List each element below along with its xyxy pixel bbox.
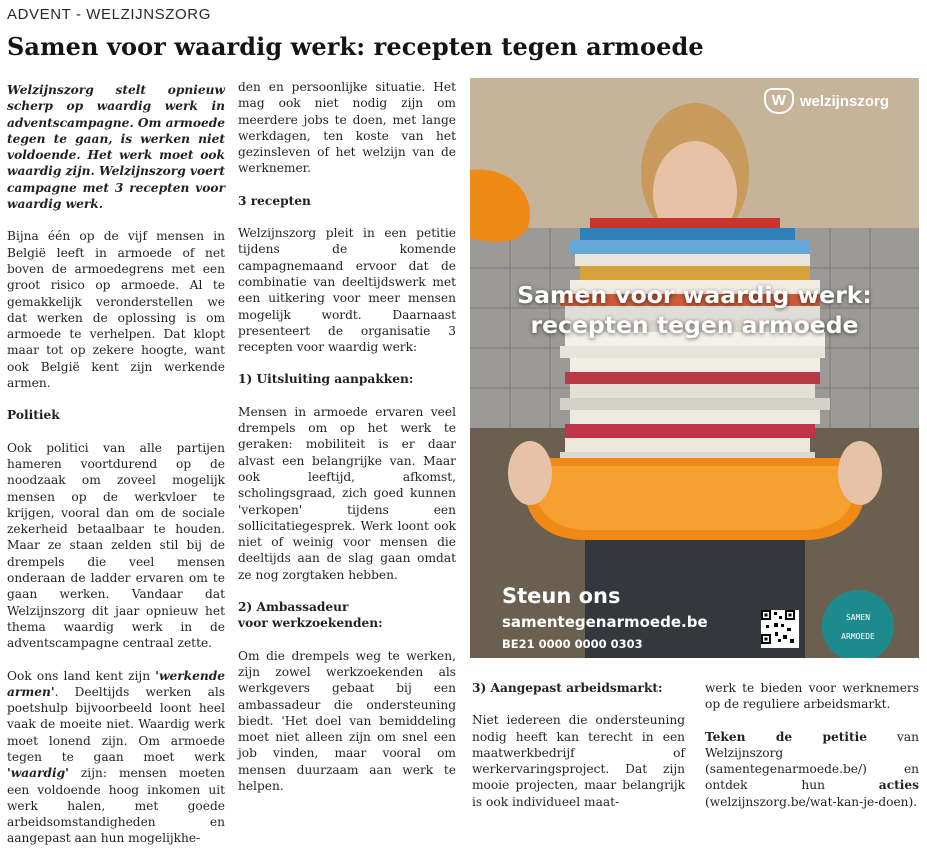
heart-icon: W (764, 88, 794, 114)
subheading-uitsluiting: 1) Uitsluiting aanpakken: (238, 372, 414, 387)
logo-text: welzijnszorg (799, 92, 889, 110)
emphasis: 'waardig' (7, 766, 69, 781)
text-run: voor werkzoekenden: (238, 616, 383, 631)
ad-photo-illustration (470, 78, 919, 658)
ad-support-heading: Steun ons (502, 584, 621, 608)
emphasis: 'werkende armen' (7, 668, 225, 699)
call-to-action (705, 729, 919, 810)
badge-line-1: SAMEN (845, 613, 871, 622)
campaign-advertisement (470, 78, 919, 658)
paragraph: Welzijnszorg pleit in een petitie tijdens de komende campagnemaand ervoor dat de combinatie van deeltijdswerk met een uitkering voor meer mensen mogelijk wordt. Daarnaast presenteert de organisatie 3 recepten voor waardig werk: (238, 226, 456, 355)
article-column-3 (472, 680, 685, 826)
subheading-ambassadeur (238, 599, 456, 632)
paragraph: Niet iedereen die ondersteuning nodig heeft kan terecht in een maatwerkbedrijf of werkervaringsproject. Dat zijn mooie projecten, maar belangrijk is ook individueel maat- (472, 713, 685, 809)
article-headline: Samen voor waardig werk: recepten tegen armoede (7, 32, 704, 61)
ad-bank-account: BE21 0000 0000 0303 (502, 637, 643, 651)
paragraph: Bijna één op de vijf mensen in België leeft in armoede of net boven de armoedegrens met een groot risico op armoede. Al te gemakkelijk veronderstellen we dat werken de oplossing is om armoede te verhelpen. Dat klopt maar tot op zekere hoogte, want ook België kent zijn werkende armen. (7, 229, 225, 391)
petition-link[interactable]: Teken de petitie (705, 729, 868, 744)
qr-code-icon (761, 610, 799, 648)
paragraph: Ook politici van alle partijen hameren voortdurend op de noodzaak om zoveel mogelijk mensen op de werkvloer te krijgen, vooral dan om de sociale zekerheid betaalbaar te houden. Maar ze staan zelden stil bij de drempels die veel mensen onderaan de ladder ervaren om te gaan werken. Vandaar dat Welzijnszorg dit jaar opnieuw het thema waardig werk in de adventscampagne centraal zette. (7, 440, 225, 651)
text-run: . Deeltijds werken als poetshulp bijvoorbeeld loont heel vaak de moeite niet. Waardig werk moet lonend zijn. Om armoede tegen te gaan moet werk (7, 684, 225, 764)
subheading-politiek: Politiek (7, 408, 60, 423)
samen-tegen-armoede-badge (822, 590, 894, 658)
section-label: ADVENT - WELZIJNSZORG (7, 6, 212, 23)
paragraph: den en persoonlijke situatie. Het mag ook niet nodig zijn om meerdere jobs te doen, met lange werkdagen, ten koste van het gezinsleven of het welzijn van de werknemer. (238, 80, 456, 176)
paragraph: Mensen in armoede ervaren veel drempels om op het werk te geraken: mobiliteit is er daar alvast een belangrijke van. Maar ook leeftijd, afkomst, scholingsgraad, zich goed kunnen 'verkopen' tijdens een sollicitatiegesprek. Werk loont ook niet of weinig voor mensen die deeltijds aan de slag gaan omdat ze nog zorgtaken hebben. (238, 404, 456, 582)
ad-website: samentegenarmoede.be (502, 613, 708, 631)
text-run: Ook ons land kent zijn (7, 668, 156, 683)
actions-link[interactable]: acties (878, 778, 919, 793)
ad-title-line-2: recepten tegen armoede (530, 311, 859, 339)
article-lead: Welzijnszorg stelt opnieuw scherp op waardig werk in adventscampagne. Om armoede tegen te gaan, is werken niet voldoende. Het werk moet ook waardig zijn. Welzijnszorg voert campagne met 3 recepten voor waardig werk. (7, 83, 225, 212)
article-column-2 (238, 79, 456, 810)
text-run: (welzijnszorg.be/wat-kan-je-doen). (705, 794, 918, 809)
text-run: zijn: mensen moeten een voldoende hoog inkomen uit werk halen, met goede arbeidsomstandigheden en aangepast aan hun mogelijkhe- (7, 766, 225, 846)
paragraph (7, 668, 225, 847)
paragraph: Om die drempels weg te werken, zijn zowel werkzoekenden als werkgevers gebaat bij een ambassadeur die ondersteuning biedt. 'Het doel van bemiddeling moet niet alleen zijn om snel een job vinden, maar vooral om mensen duurzaam aan werk te helpen. (238, 648, 456, 793)
ad-title-line-1: Samen voor waardig werk: (517, 281, 872, 309)
text-run: 2) Ambassadeur (238, 600, 349, 615)
subheading-arbeidsmarkt: 3) Aangepast arbeidsmarkt: (472, 681, 663, 695)
article-column-1 (7, 82, 225, 863)
badge-line-2: ARMOEDE (841, 632, 875, 641)
text-run: van Welzijnszorg (samentegenarmoede.be/) en ontdek hun (705, 729, 919, 793)
article-column-4 (705, 680, 919, 826)
paragraph: werk te bieden voor werknemers op de reguliere arbeidsmarkt. (705, 681, 919, 712)
welzijnszorg-logo (764, 88, 889, 114)
ad-title (470, 280, 919, 340)
subheading-recepten: 3 recepten (238, 193, 311, 208)
